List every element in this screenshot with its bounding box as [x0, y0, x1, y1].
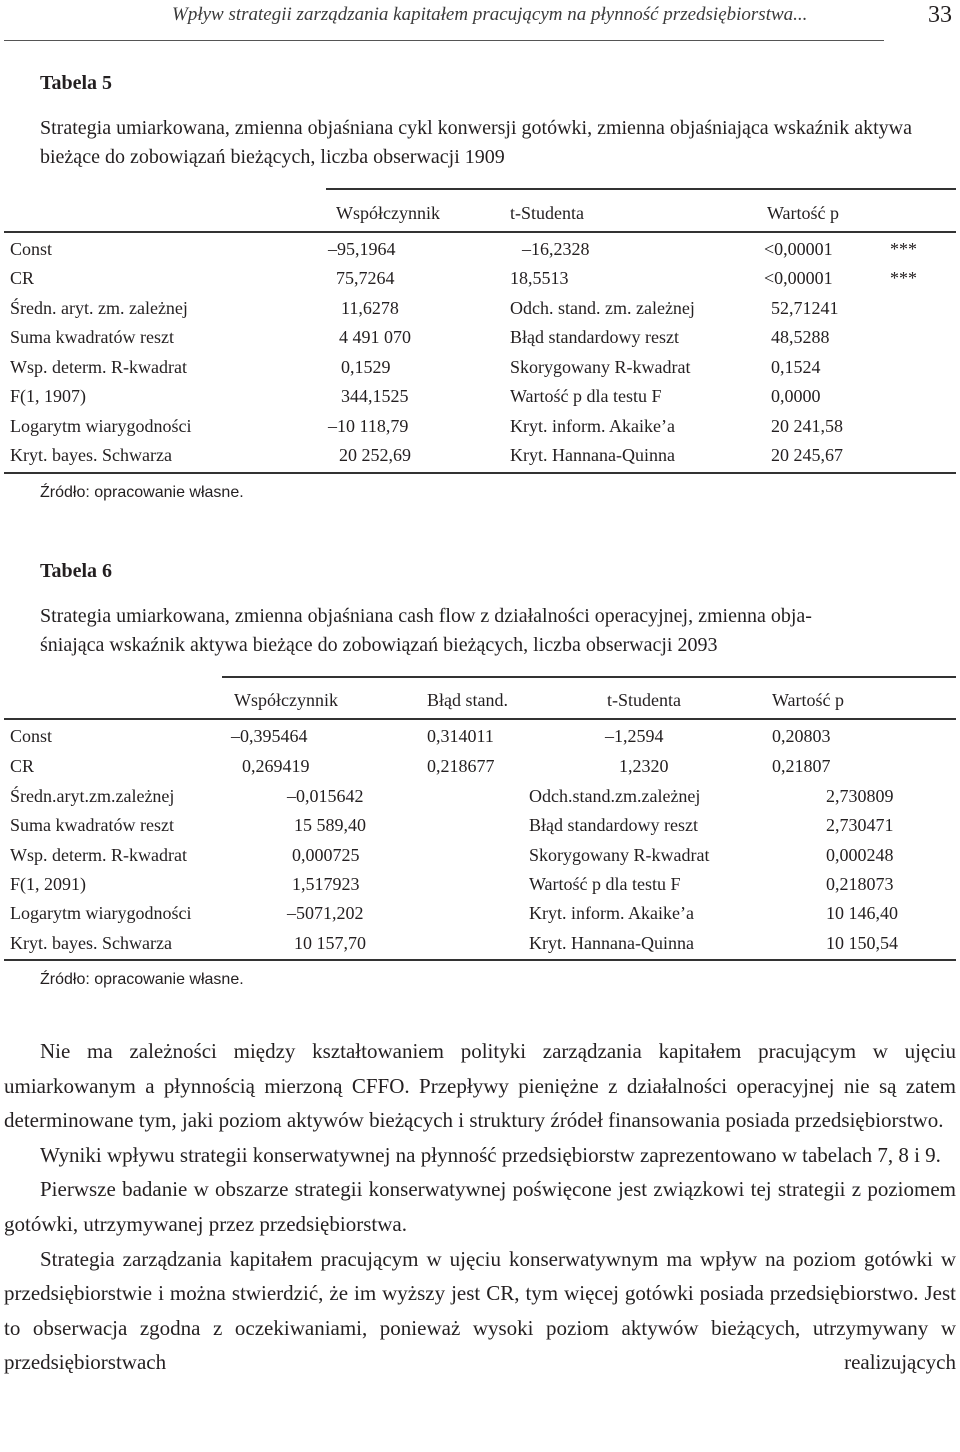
table6-stat-label: Średn.aryt.zm.zależnej [10, 786, 175, 806]
table6-row-cr-t: 1,2320 [619, 756, 669, 776]
table6-row-const-p: 0,20803 [772, 726, 831, 746]
table5-stat-value: 0,0000 [771, 386, 821, 406]
table6-source: Źródło: opracowanie własne. [40, 971, 244, 988]
table5-row-cr-sig: *** [890, 268, 917, 288]
table6-stat-label: Kryt. inform. Akaike’a [529, 903, 694, 923]
table5-stat-value: 20 241,58 [771, 416, 843, 436]
table5-stat-value: 4 491 070 [339, 327, 411, 347]
table5-stat-value: 344,1525 [341, 386, 409, 406]
table5-header-coef: Współczynnik [336, 203, 440, 223]
table6-stat-label: Odch.stand.zm.zależnej [529, 786, 701, 806]
table5-row-const-sig: *** [890, 239, 917, 259]
table5-row-cr-name: CR [10, 268, 35, 288]
table5-stat-value: 52,71241 [771, 298, 839, 318]
table5-source: Źródło: opracowanie własne. [40, 484, 244, 501]
body-paragraph: Strategia zarządzania kapitałem pracującym w ujęciu konserwatywnym ma wpływ na poziom gotówki w przedsiębiorstwie i można stwierdzić, że im wyższy jest CR, tym więcej gotówki posiada przedsiębiorstwo. Jest to obserwacja zgodna z oczekiwaniami, ponieważ wysoki poziom aktywów bieżących, utrzymywany w przedsiębiorstwach realizujących [4, 1246, 956, 1375]
table6-stat-label: Suma kwadratów reszt [10, 815, 174, 835]
table6-top-rule [222, 676, 956, 678]
table6-stat-label: Wsp. determ. R-kwadrat [10, 845, 187, 865]
table5-row-const-coef: –95,1964 [328, 239, 396, 259]
table5-stat-value: 0,1524 [771, 357, 821, 377]
table6-stat-value: 2,730471 [826, 815, 894, 835]
table5-row-cr-p: <0,00001 [764, 268, 833, 288]
table5-stat-label: Wartość p dla testu F [510, 386, 662, 406]
table6-row-const-se: 0,314011 [427, 726, 494, 746]
table6-header-rule [4, 718, 956, 720]
table6-stat-value: 0,218073 [826, 874, 894, 894]
table5-header-p: Wartość p [767, 203, 840, 223]
table6-header-p: Wartość p [772, 690, 845, 710]
table6-stat-value: 15 589,40 [294, 815, 366, 835]
header-rule [4, 40, 884, 41]
table5-stat-label: Kryt. bayes. Schwarza [10, 445, 172, 465]
body-paragraph: Pierwsze badanie w obszarze strategii konserwatywnej poświęcone jest związkowi tej strategii z poziomem gotówki, utrzymywanej przez przedsiębiorstwa. [4, 1177, 956, 1236]
table5-stat-label: F(1, 1907) [10, 386, 86, 406]
table5-stat-value: 20 245,67 [771, 445, 843, 465]
table6-stat-value: 0,000248 [826, 845, 894, 865]
table6-row-cr-p: 0,21807 [772, 756, 831, 776]
table6-stat-value: 10 146,40 [826, 903, 898, 923]
table6-stat-label: Kryt. bayes. Schwarza [10, 933, 172, 953]
table5-stat-label: Logarytm wiarygodności [10, 416, 192, 436]
table6-stat-label: Logarytm wiarygodności [10, 903, 192, 923]
table6-stat-value: –0,015642 [287, 786, 364, 806]
table6-header-t: t-Studenta [607, 690, 681, 710]
table6-caption-line1: Strategia umiarkowana, zmienna objaśniana cash flow z działalności operacyjnej, zmienna obja- [40, 605, 812, 627]
table5-row-const-t: –16,2328 [522, 239, 590, 259]
running-header-title: Wpływ strategii zarządzania kapitałem pracującym na płynność przedsiębiorstwa... [172, 4, 808, 25]
table5-stat-value: 48,5288 [771, 327, 830, 347]
table5-row-const-name: Const [10, 239, 53, 259]
table5-label: Tabela 5 [40, 72, 113, 94]
table5-top-rule [326, 188, 956, 190]
table6-stat-value: 1,517923 [292, 874, 360, 894]
body-text [4, 1034, 956, 1380]
table6-row-cr-name: CR [10, 756, 35, 776]
table5-bottom-rule [4, 472, 956, 474]
table5-stat-value: –10 118,79 [328, 416, 409, 436]
table6-stat-label: Skorygowany R-kwadrat [529, 845, 710, 865]
table6-stat-value: 10 157,70 [294, 933, 366, 953]
table6-row-const-t: –1,2594 [605, 726, 664, 746]
table5-header-t: t-Studenta [510, 203, 584, 223]
table6-stat-label: F(1, 2091) [10, 874, 86, 894]
table5-row-cr-t: 18,5513 [510, 268, 569, 288]
table6-header-coef: Współczynnik [234, 690, 338, 710]
table6-row-const-name: Const [10, 726, 53, 746]
table6-stat-label: Błąd standardowy reszt [529, 815, 698, 835]
table6-stat-label: Kryt. Hannana-Quinna [529, 933, 694, 953]
table6-row-const-coef: –0,395464 [231, 726, 308, 746]
table6-stat-value: 10 150,54 [826, 933, 898, 953]
page-number: 33 [928, 2, 952, 28]
table5-stat-label: Kryt. inform. Akaike’a [510, 416, 675, 436]
table5-stat-label: Średn. aryt. zm. zależnej [10, 298, 188, 318]
table5-stat-label: Błąd standardowy reszt [510, 327, 679, 347]
table6-stat-label: Wartość p dla testu F [529, 874, 681, 894]
table6-stat-value: 0,000725 [292, 845, 360, 865]
table5-stat-value: 0,1529 [341, 357, 391, 377]
body-paragraph: Wyniki wpływu strategii konserwatywnej na płynność przedsiębiorstw zaprezentowano w tabelach 7, 8 i 9. [40, 1142, 941, 1167]
table5-stat-label: Wsp. determ. R-kwadrat [10, 357, 187, 377]
table6-stat-value: –5071,202 [287, 903, 364, 923]
table6-caption-line2: śniająca wskaźnik aktywa bieżące do zobowiązań bieżących, liczba obserwacji 2093 [40, 634, 718, 656]
table6-row-cr-coef: 0,269419 [242, 756, 310, 776]
table5-stat-label: Suma kwadratów reszt [10, 327, 174, 347]
table6-label: Tabela 6 [40, 560, 113, 582]
table5-stat-label: Odch. stand. zm. zależnej [510, 298, 695, 318]
table5-caption: Strategia umiarkowana, zmienna objaśniana cykl konwersji gotówki, zmienna objaśniająca wskaźnik aktywa bieżące do zobowiązań bieżących, liczba obserwacji 1909 [40, 117, 912, 168]
body-paragraph: Nie ma zależności między kształtowaniem polityki zarządzania kapitałem pracującym w ujęciu umiarkowanym a płynnością mierzoną CFFO. Przepływy pieniężne z działalności operacyjnej nie są zatem determinowane tym, jaki poziom aktywów bieżących i struktury źródeł finansowania posiada przedsiębiorstwo. [4, 1039, 956, 1133]
table6-stat-value: 2,730809 [826, 786, 894, 806]
table5-stat-value: 20 252,69 [339, 445, 411, 465]
table6-bottom-rule [4, 959, 956, 961]
table5-stat-label: Skorygowany R-kwadrat [510, 357, 691, 377]
table5-header-rule [4, 231, 956, 233]
table5-row-cr-coef: 75,7264 [336, 268, 395, 288]
table6-header-se: Błąd stand. [427, 690, 508, 710]
table5-row-const-p: <0,00001 [764, 239, 833, 259]
table5-stat-value: 11,6278 [341, 298, 399, 318]
table6-row-cr-se: 0,218677 [427, 756, 495, 776]
table5-stat-label: Kryt. Hannana-Quinna [510, 445, 675, 465]
